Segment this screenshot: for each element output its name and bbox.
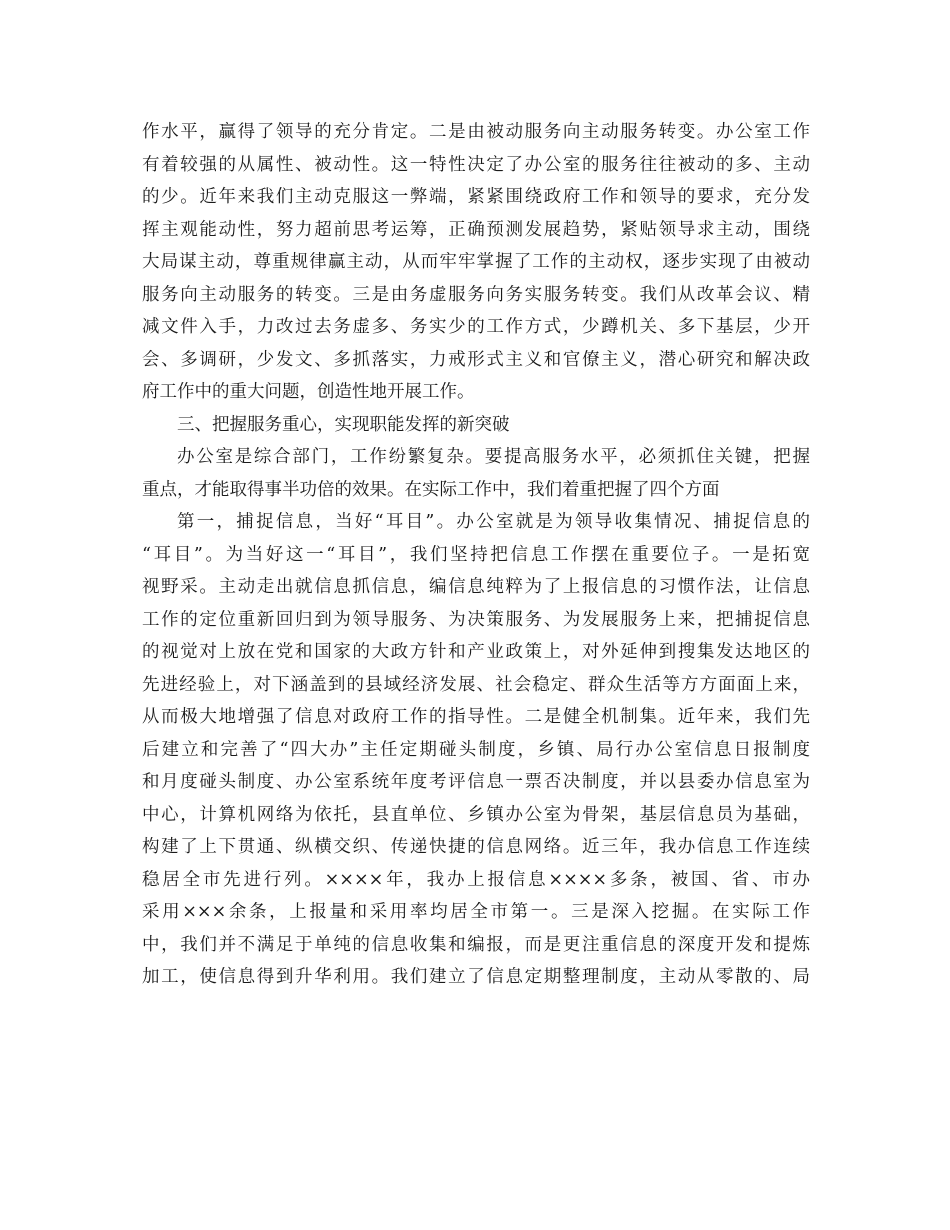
text-line: 减文件入手，力改过去务虚多、务实少的工作方式，少蹲机关、多下基层，少开 [142,317,810,337]
text-line: 从而极大地增强了信息对政府工作的指导性。二是健全机制集。近年来，我们先 [142,707,810,727]
text-line: 稳居全市先进行列。××××年，我办上报信息××××多条，被国、省、市办 [142,869,810,890]
document-body [142,116,810,994]
text-line: 构建了上下贯通、纵横交织、传递快捷的信息网络。近三年，我办信息工作连续 [142,837,810,857]
text-line: 先进经验上，对下涵盖到的县域经济发展、社会稳定、群众生活等方方面面上来， [142,674,810,695]
text-line: 的少。近年来我们主动克服这一弊端，紧紧围绕政府工作和领导的要求，充分发 [142,187,810,207]
text-line: 重点，才能取得事半功倍的效果。在实际工作中，我们着重把握了四个方面 [142,479,720,500]
text-line: 采用×××余条，上报量和采用率均居全市第一。三是深入挖掘。在实际工作 [142,902,810,922]
text-line: 作水平，赢得了领导的充分肯定。二是由被动服务向主动服务转变。办公室工作 [142,122,810,142]
text-line: 服务向主动服务的转变。三是由务虚服务向务实服务转变。我们从改革会议、精 [142,284,810,305]
text-line: 办公室是综合部门，工作纷繁复杂。要提高服务水平，必须抓住关键，把握 [177,447,810,467]
text-line: 加工，使信息得到升华利用。我们建立了信息定期整理制度，主动从零散的、局 [142,967,810,987]
text-line: 和月度碰头制度、办公室系统年度考评信息一票否决制度，并以县委办信息室为 [142,772,810,792]
text-line: 后建立和完善了“四大办”主任定期碰头制度，乡镇、局行办公室信息日报制度 [142,739,810,760]
text-line: 中心，计算机网络为依托，县直单位、乡镇办公室为骨架，基层信息员为基础， [142,804,810,825]
section-heading: 三、把握服务重心，实现职能发挥的新突破 [177,414,510,435]
text-line: 工作的定位重新回归到为领导服务、为决策服务、为发展服务上来，把捕捉信息 [142,609,810,630]
text-line: “耳目”。为当好这一“耳目”，我们坚持把信息工作摆在重要位子。一是拓宽 [142,544,810,565]
text-line: 大局谋主动，尊重规律赢主动，从而牢牢掌握了工作的主动权，逐步实现了由被动 [142,252,810,272]
text-line: 会、多调研，少发文、多抓落实，力戒形式主义和官僚主义，潜心研究和解决政 [142,349,810,370]
text-line: 府工作中的重大问题，创造性地开展工作。 [142,382,475,402]
text-line: 挥主观能动性，努力超前思考运筹，正确预测发展趋势，紧贴领导求主动，围绕 [142,219,810,240]
text-line: 第一，捕捉信息，当好“耳目”。办公室就是为领导收集情况、捕捉信息的 [177,512,810,532]
text-line: 中，我们并不满足于单纯的信息收集和编报，而是更注重信息的深度开发和提炼 [142,934,810,955]
text-line: 视野采。主动走出就信息抓信息，编信息纯粹为了上报信息的习惯作法，让信息 [142,577,810,597]
text-line: 有着较强的从属性、被动性。这一特性决定了办公室的服务往往被动的多、主动 [142,154,810,175]
text-line: 的视觉对上放在党和国家的大政方针和产业政策上，对外延伸到搜集发达地区的 [142,642,810,662]
